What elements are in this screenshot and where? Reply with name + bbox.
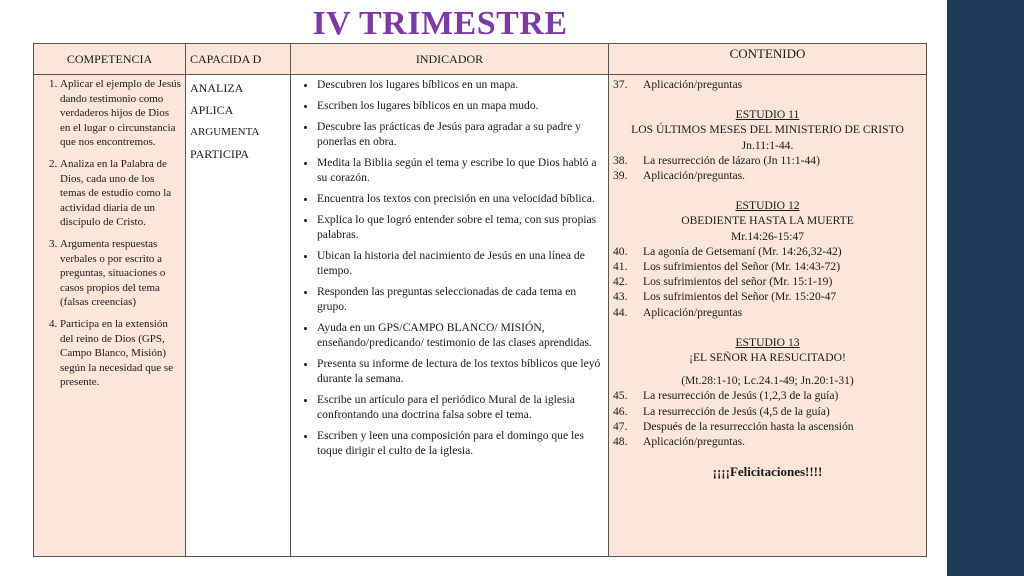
trimester-table	[33, 43, 927, 557]
contenido-item	[613, 289, 922, 304]
item-text: La resurrección de Jesús (4,5 de la guía)	[643, 404, 830, 418]
competencia-item: 1. Aplicar el ejemplo de Jesús dando testimonio como verdaderos hijos de Dios en el lugar o circunstancia que nos encontremos.	[60, 77, 181, 150]
indicador-item: • Ubican la historia del nacimiento de Jesús en una línea de tiempo.	[317, 248, 604, 278]
contenido-item	[613, 259, 922, 274]
item-number: 41.	[613, 260, 628, 274]
estudio-title: OBEDIENTE HASTA LA MUERTE	[681, 214, 854, 228]
item-number: 48.	[613, 435, 628, 449]
indicador-item: • Presenta su informe de lectura de los textos bíblicos que leyó durante la semana.	[317, 356, 604, 386]
contenido-item	[613, 434, 922, 449]
indicador-item: • Escribe un artículo para el periódico Mural de la iglesia confrontando una doctrina falsa sobre el tema.	[317, 392, 604, 422]
indicador-item: • Ayuda en un GPS/CAMPO BLANCO/ MISIÓN, enseñando/predicando/ testimonio de las clases aprendidas.	[317, 320, 604, 350]
right-decorative-band	[947, 0, 1024, 576]
contenido-item	[613, 274, 922, 289]
capacidad-item: ARGUMENTA	[190, 126, 260, 138]
contenido-cell	[609, 75, 927, 557]
estudio-reference: Mr.14:26-15:47	[730, 229, 805, 243]
estudio-12-heading	[613, 198, 922, 244]
item-number: 45.	[613, 389, 628, 403]
competencia-item: 2. Analiza en la Palabra de Dios, cada uno de los temas de estudio como la actividad diaria de un discípulo de Cristo.	[60, 157, 181, 230]
contenido-item	[613, 419, 922, 434]
item-number: 38.	[613, 153, 628, 167]
contenido-item	[613, 305, 922, 320]
estudio-label: ESTUDIO 13	[735, 335, 800, 349]
contenido-item	[613, 404, 922, 419]
capacidad-cell	[186, 75, 291, 557]
estudio-reference: (Mt.28:1-10; Lc.24.1-49; Jn.20:1-31)	[681, 374, 854, 388]
header-indicador: INDICADOR	[291, 44, 609, 75]
item-number: 46.	[613, 404, 628, 418]
body-row	[34, 75, 927, 557]
contenido-item	[613, 244, 922, 259]
indicador-item: • Encuentra los textos con precisión en una velocidad bíblica.	[317, 191, 604, 206]
header-competencia: COMPETENCIA	[34, 44, 186, 75]
estudio-11-heading	[613, 107, 922, 153]
item-text: La resurrección de lázaro (Jn 11:1-44)	[643, 153, 820, 167]
estudio-title: LOS ÚLTIMOS MESES DEL MINISTERIO DE CRISTO	[631, 123, 904, 137]
item-number: 47.	[613, 419, 628, 433]
estudio-title: ¡EL SEÑOR HA RESUCITADO!	[689, 351, 846, 365]
indicador-item: • Escriben los lugares bíblicos en un mapa mudo.	[317, 98, 604, 113]
indicador-item: • Descubren los lugares bíblicos en un mapa.	[317, 77, 604, 92]
indicador-item: • Descubre las prácticas de Jesús para agradar a su padre y ponerlas en obra.	[317, 119, 604, 149]
contenido-item	[613, 388, 922, 403]
estudio-13-heading	[613, 335, 922, 365]
item-number: 44.	[613, 305, 628, 319]
item-text: La resurrección de Jesús (1,2,3 de la guía)	[643, 389, 839, 403]
indicador-item: • Responden las preguntas seleccionadas de cada tema en grupo.	[317, 284, 604, 314]
indicador-item: • Escriben y leen una composición para el domingo que les toque dirigir el culto de la iglesia.	[317, 428, 604, 458]
contenido-item	[613, 168, 922, 183]
item-text: La agonía de Getsemaní (Mr. 14:26,32-42)	[643, 244, 842, 258]
estudio-label: ESTUDIO 11	[735, 108, 800, 122]
item-text: Después de la resurrección hasta la ascensión	[643, 419, 854, 433]
capacidad-item: APLICA	[190, 103, 234, 117]
competencia-list	[38, 77, 181, 390]
item-text: Aplicación/preguntas.	[643, 435, 746, 449]
contenido-item	[613, 153, 922, 168]
header-row	[34, 44, 927, 75]
item-text: Aplicación/preguntas	[643, 305, 743, 319]
closing-message: ¡¡¡¡Felicitaciones!!!!	[712, 464, 823, 480]
page-title: IV TRIMESTRE	[312, 5, 568, 42]
competencia-item: 4. Participa en la extensión del reino de Dios (GPS, Campo Blanco, Misión) según la necesidad que se presente.	[60, 317, 181, 390]
estudio-label: ESTUDIO 12	[735, 199, 800, 213]
estudio-reference: Jn.11:1-44.	[741, 138, 794, 152]
competencia-item: 3. Argumenta respuestas verbales o por escrito a preguntas, situaciones o casos propios del tema (falsas creencias)	[60, 237, 181, 310]
item-text: Los sufrimientos del señor (Mr. 15:1-19)	[643, 275, 833, 289]
indicador-list	[295, 77, 604, 458]
item-number: 43.	[613, 290, 628, 304]
indicador-item: • Medita la Biblia según el tema y escribe lo que Dios habló a su corazón.	[317, 155, 604, 185]
indicador-item: • Explica lo que logró entender sobre el tema, con sus propias palabras.	[317, 212, 604, 242]
item-number: 42.	[613, 275, 628, 289]
item-text: Aplicación/preguntas.	[643, 169, 746, 183]
item-text: Los sufrimientos del Señor (Mr. 15:20-47	[643, 290, 837, 304]
item-text: Los sufrimientos del Señor (Mr. 14:43-72)	[643, 260, 841, 274]
item-number: 39.	[613, 169, 628, 183]
item-text: Aplicación/preguntas	[643, 78, 743, 91]
capacidad-item: ANALIZA	[190, 81, 244, 95]
header-contenido: CONTENIDO	[609, 44, 927, 75]
item-number: 37.	[613, 78, 628, 91]
indicador-cell	[291, 75, 609, 557]
capacidad-item: PARTICIPA	[190, 147, 250, 161]
header-capacidad: CAPACIDA D	[186, 44, 291, 75]
contenido-item	[613, 77, 922, 92]
item-number: 40.	[613, 244, 628, 258]
competencia-cell	[34, 75, 186, 557]
